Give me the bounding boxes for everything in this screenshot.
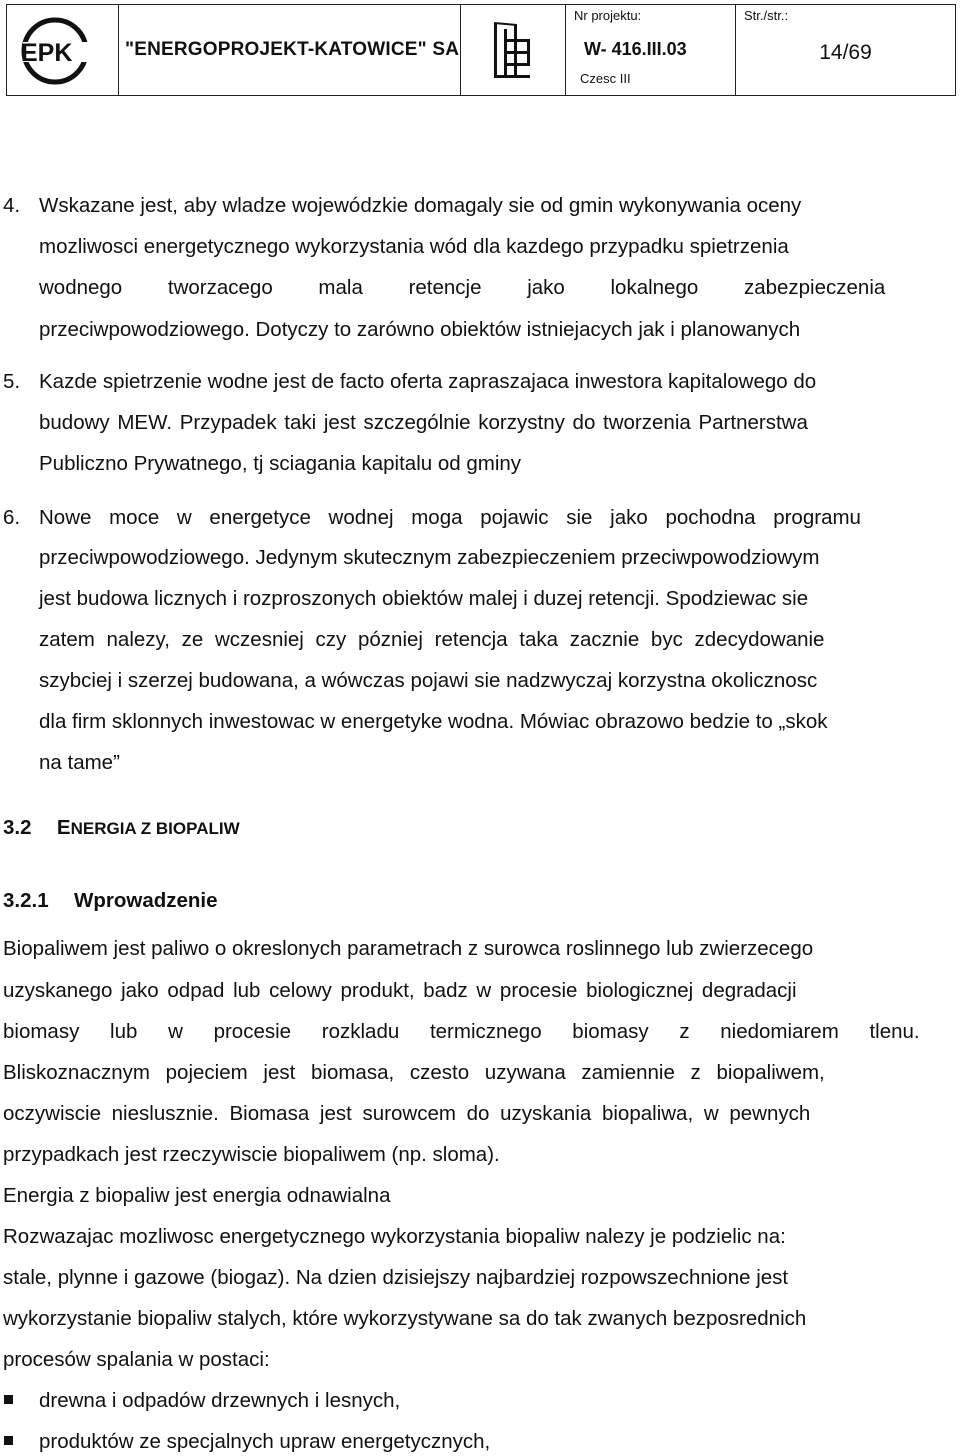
body-line-4: Bliskoznacznym pojeciem jest biomasa, czesto uzywana zamiennie z biopaliwem, [3, 1061, 825, 1084]
subsection-number: 3.2.1 [3, 889, 49, 912]
item-4-line-3: wodnego tworzacego mala retencje jako lokalnego zabezpieczenia [39, 276, 886, 299]
item-6-line-6: dla firm sklonnych inwestowac w energetyke wodna. Mówiac obrazowo bedzie to „skok [39, 710, 828, 733]
company-name: "ENERGOPROJEKT-KATOWICE" SA [125, 39, 460, 60]
logo-lettering: EPK [20, 39, 72, 67]
subsection-heading [3, 889, 218, 913]
square-bullet-icon [4, 1395, 13, 1404]
project-label: Nr projektu: [574, 8, 642, 23]
body-line-6: przypadkach jest rzeczywiscie biopaliwem (np. sloma). [3, 1143, 500, 1166]
bullet-item-1: drewna i odpadów drzewnych i lesnych, [39, 1389, 401, 1412]
body-line-2: uzyskanego jako odpad lub celowy produkt, badz w procesie biologicznej degradacji [3, 979, 797, 1002]
item-5-line-2: budowy MEW. Przypadek taki jest szczególnie korzystny do tworzenia Partnerstwa [39, 411, 808, 434]
item-6-line-3: jest budowa licznych i rozproszonych obiektów malej i duzej retencji. Spodziewac sie [39, 587, 809, 610]
body-line-9: stale, plynne i gazowe (biogaz). Na dzien dzisiejszy najbardziej rozpowszechnione jest [3, 1266, 789, 1289]
item-6-line-2: przeciwpowodziowego. Jedynym skutecznym zabezpieczeniem przeciwpowodziowym [39, 546, 820, 569]
project-part: Czesc III [580, 71, 631, 86]
item-4-line-4: przeciwpowodziowego. Dotyczy to zarówno obiektów istniejacych jak i planowanych [39, 318, 801, 341]
body-line-7: Energia z biopaliw jest energia odnawialna [3, 1184, 391, 1207]
subsection-title: Wprowadzenie [74, 889, 218, 912]
body-line-11: procesów spalania w postaci: [3, 1348, 270, 1371]
body-line-5: oczywiscie nieslusznie. Biomasa jest surowcem do uzyskania biopaliwa, w pewnych [3, 1102, 811, 1125]
item-6-line-1: Nowe moce w energetyce wodnej moga pojawic sie jako pochodna programu [39, 506, 861, 529]
body-line-8: Rozwazajac mozliwosc energetycznego wykorzystania biopaliw nalezy je podzielic na: [3, 1225, 786, 1248]
bullet-item-2: produktów ze specjalnych upraw energetycznych, [39, 1430, 491, 1453]
section-heading [3, 816, 240, 840]
project-number: W- 416.III.03 [584, 39, 687, 59]
item-number-6: 6. [3, 506, 21, 529]
item-4-line-2: mozliwosci energetycznego wykorzystania wód dla kazdego przypadku spietrzenia [39, 235, 789, 258]
item-4-line-1: Wskazane jest, aby wladze wojewódzkie domagaly sie od gmin wykonywania oceny [39, 194, 802, 217]
body-line-1: Biopaliwem jest paliwo o okreslonych parametrach z surowca roslinnego lub zwierzecego [3, 937, 814, 960]
section-title-rest: NERGIA Z BIOPALIW [70, 819, 240, 838]
body-line-10: wykorzystanie biopaliw stalych, które wykorzystywane sa do tak zwanych bezposrednich [3, 1307, 807, 1330]
item-number-4: 4. [3, 194, 21, 217]
square-bullet-icon [4, 1436, 13, 1445]
body-line-3: biomasy lub w procesie rozkladu termicznego biomasy z niedomiarem tlenu. [3, 1020, 920, 1043]
item-number-5: 5. [3, 370, 21, 393]
item-5-line-3: Publiczno Prywatnego, tj sciagania kapitalu od gminy [39, 452, 522, 475]
page-number: 14/69 [819, 41, 872, 64]
item-6-line-7: na tame” [39, 751, 120, 774]
section-number: 3.2 [3, 816, 32, 839]
item-6-line-4: zatem nalezy, ze wczesniej czy pózniej retencja taka zacznie byc zdecydowanie [39, 628, 825, 651]
section-title-initial: E [56, 816, 71, 839]
page-label: Str./str.: [744, 8, 789, 23]
item-5-line-1: Kazde spietrzenie wodne jest de facto oferta zapraszajaca inwestora kapitalowego do [39, 370, 817, 393]
item-6-line-5: szybciej i szerzej budowana, a wówczas pojawi sie nadzwyczaj korzystna okolicznosc [39, 669, 818, 692]
